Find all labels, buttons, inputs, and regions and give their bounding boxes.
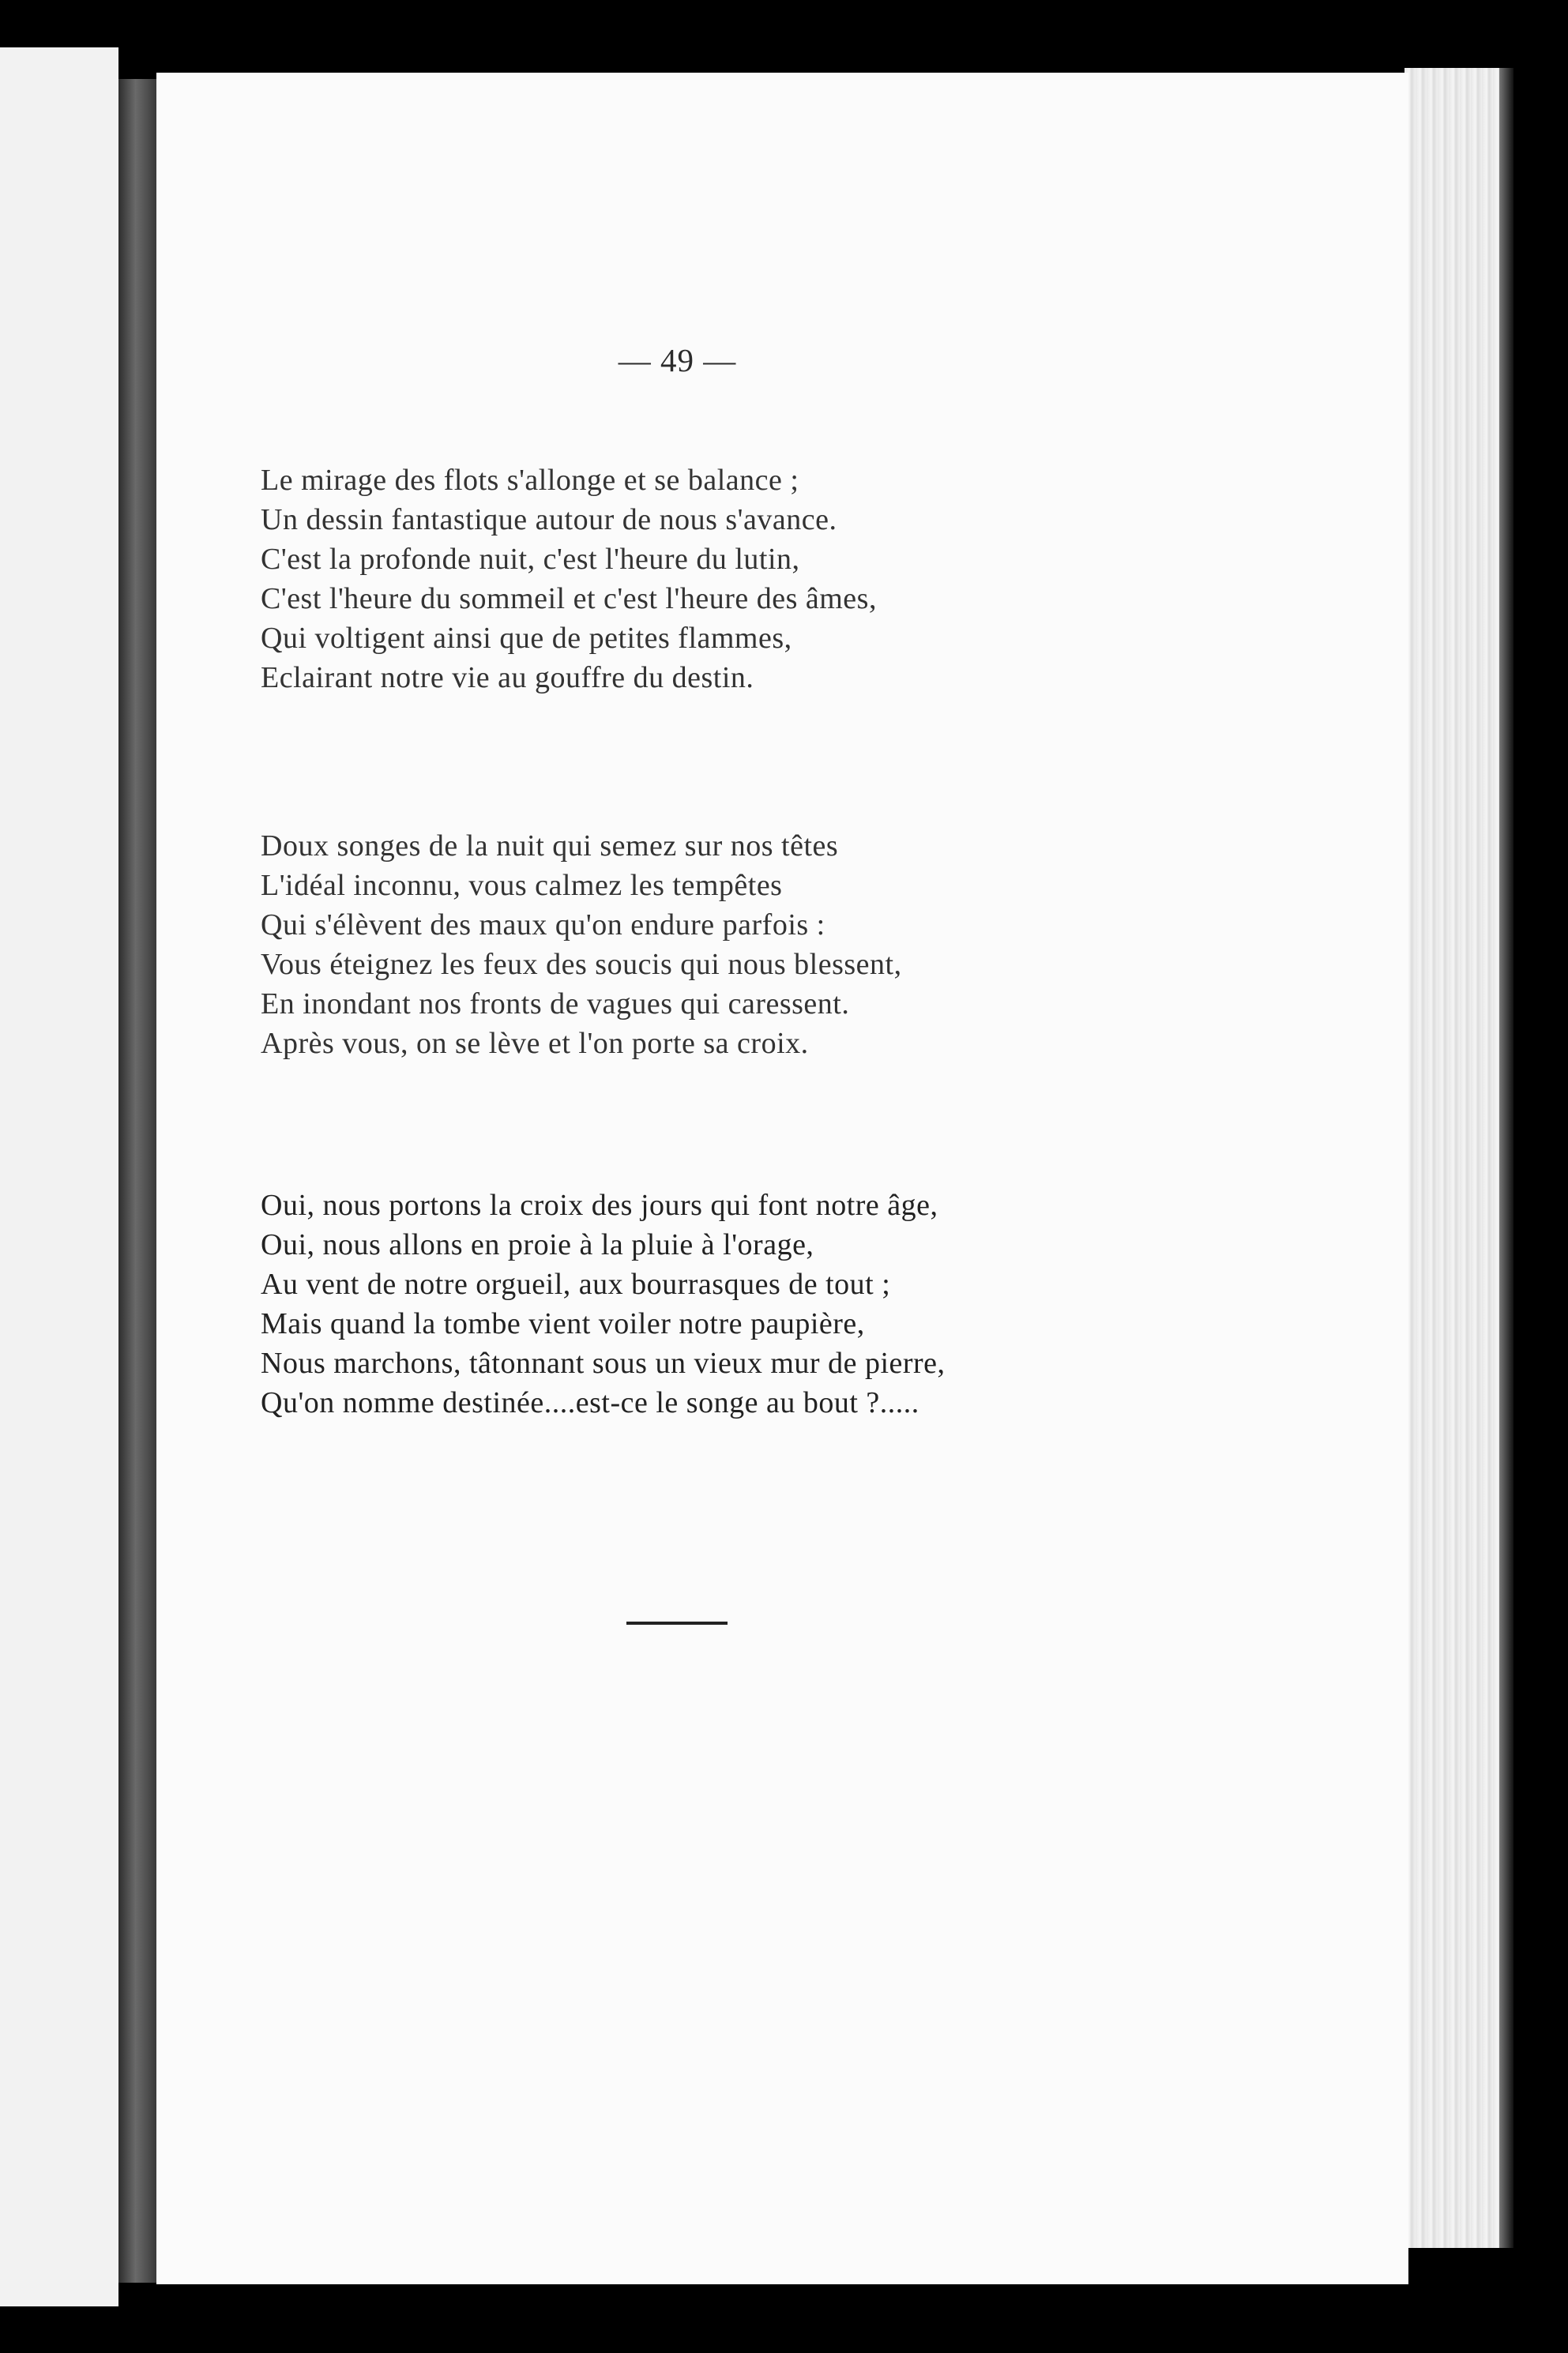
verse-line: L'idéal inconnu, vous calmez les tempêtes	[261, 869, 783, 902]
verse-line: Après vous, on se lève et l'on porte sa croix.	[261, 1027, 809, 1060]
end-rule	[626, 1622, 728, 1625]
verse-line: Mais quand la tombe vient voiler notre paupière,	[261, 1307, 865, 1340]
verse-line: Qui s'élèvent des maux qu'on endure parfois :	[261, 908, 825, 942]
page-number: — 49 —	[618, 342, 737, 378]
verse-line: Oui, nous allons en proie à la pluie à l'orage,	[261, 1228, 814, 1261]
verse-line: Qu'on nomme destinée....est-ce le songe au bout ?.....	[261, 1386, 919, 1419]
verse-line: Oui, nous portons la croix des jours qui font notre âge,	[261, 1189, 938, 1222]
verse-line: Qui voltigent ainsi que de petites flammes,	[261, 622, 792, 655]
verse-line: Doux songes de la nuit qui semez sur nos têtes	[261, 829, 839, 863]
verse-line: Un dessin fantastique autour de nous s'avance.	[261, 503, 837, 536]
verse-line: En inondant nos fronts de vagues qui caressent.	[261, 987, 850, 1021]
facing-page-edge	[0, 47, 118, 2306]
book-page	[156, 73, 1408, 2284]
stanza-3	[261, 1186, 946, 1423]
verse-line: Le mirage des flots s'allonge et se balance ;	[261, 464, 799, 497]
verse-line: C'est l'heure du sommeil et c'est l'heure des âmes,	[261, 582, 877, 615]
verse-line: Eclairant notre vie au gouffre du destin.	[261, 661, 754, 694]
stanza-1	[261, 460, 877, 697]
verse-line: C'est la profonde nuit, c'est l'heure du lutin,	[261, 543, 800, 576]
page-edge-shadow	[1499, 68, 1513, 2248]
book-gutter	[118, 79, 156, 2283]
page-stack-edges	[1404, 68, 1502, 2248]
verse-line: Vous éteignez les feux des soucis qui nous blessent,	[261, 948, 902, 981]
verse-line: Nous marchons, tâtonnant sous un vieux mur de pierre,	[261, 1347, 946, 1380]
stanza-2	[261, 826, 902, 1063]
verse-line: Au vent de notre orgueil, aux bourrasques de tout ;	[261, 1268, 891, 1301]
